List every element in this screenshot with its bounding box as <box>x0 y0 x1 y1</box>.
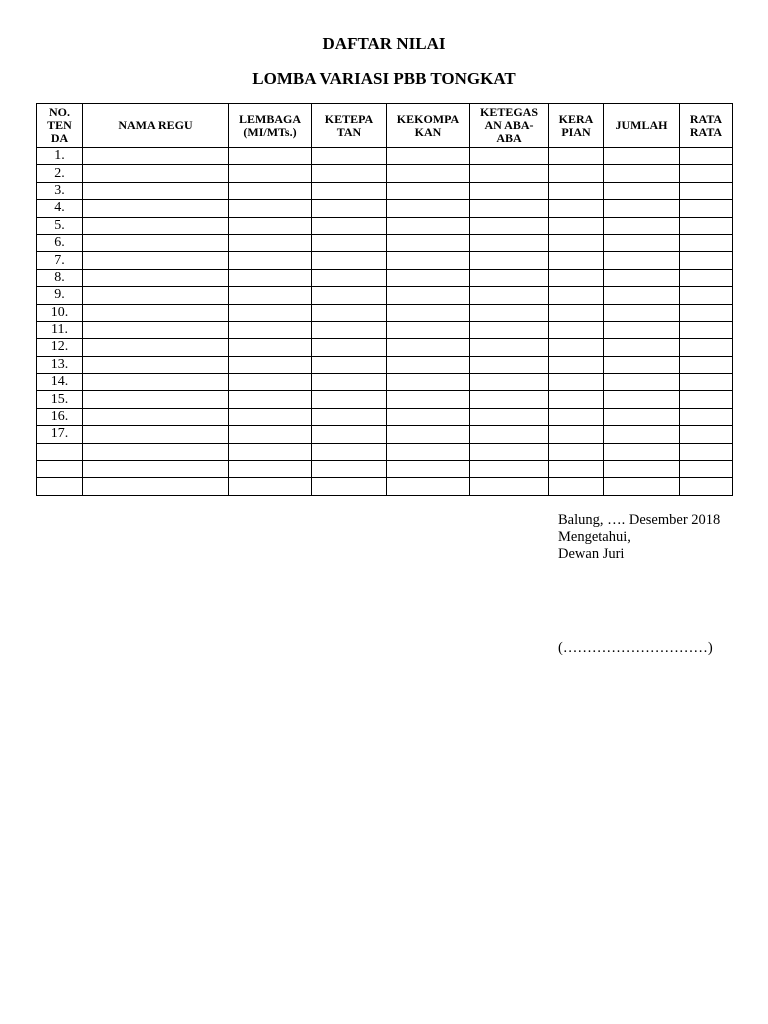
score-cell <box>83 287 229 304</box>
score-cell <box>604 374 680 391</box>
score-cell <box>312 234 387 251</box>
score-cell <box>604 269 680 286</box>
score-cell <box>604 426 680 443</box>
table-row <box>37 304 733 321</box>
table-row <box>37 408 733 425</box>
row-number-cell: 3. <box>37 182 83 199</box>
score-cell <box>387 391 470 408</box>
score-cell <box>229 339 312 356</box>
header-line: TEN <box>47 118 72 132</box>
header-line: NO. <box>49 105 70 119</box>
score-cell <box>549 426 604 443</box>
score-cell <box>312 200 387 217</box>
score-cell <box>387 426 470 443</box>
score-cell <box>83 165 229 182</box>
score-cell <box>229 269 312 286</box>
score-cell <box>312 217 387 234</box>
row-number-cell: 13. <box>37 356 83 373</box>
header-lembaga <box>229 104 312 148</box>
score-cell <box>549 217 604 234</box>
score-cell <box>549 374 604 391</box>
score-cell <box>470 165 549 182</box>
score-cell <box>470 287 549 304</box>
signature-name-line: (…………………………) <box>558 640 713 656</box>
score-cell <box>549 148 604 165</box>
score-cell <box>680 374 733 391</box>
score-cell <box>229 304 312 321</box>
score-cell <box>312 356 387 373</box>
document-title: DAFTAR NILAI <box>322 34 446 53</box>
score-cell <box>470 269 549 286</box>
score-cell <box>312 148 387 165</box>
score-cell <box>604 287 680 304</box>
score-cell <box>470 356 549 373</box>
header-line: KAN <box>414 124 442 139</box>
score-cell <box>83 356 229 373</box>
table-body <box>37 148 733 496</box>
score-cell <box>680 304 733 321</box>
score-cell <box>83 304 229 321</box>
score-cell <box>312 165 387 182</box>
score-cell <box>680 165 733 182</box>
row-number-cell <box>37 443 83 460</box>
score-cell <box>604 165 680 182</box>
score-cell <box>680 200 733 217</box>
header-line: JUMLAH <box>615 118 668 132</box>
score-cell <box>83 217 229 234</box>
score-cell <box>680 408 733 425</box>
score-cell <box>312 478 387 495</box>
score-cell <box>470 391 549 408</box>
header-line: RATA <box>689 124 723 139</box>
score-cell <box>680 182 733 199</box>
score-cell <box>470 148 549 165</box>
score-cell <box>604 339 680 356</box>
score-cell <box>680 234 733 251</box>
header-line: KEKOMPA <box>396 111 460 126</box>
row-number-cell: 5. <box>37 217 83 234</box>
header-kekompakan <box>387 104 470 148</box>
score-cell <box>387 478 470 495</box>
score-cell <box>312 269 387 286</box>
row-number-cell <box>37 461 83 478</box>
header-line: LEMBAGA <box>238 111 301 126</box>
place-date: Balung, …. Desember 2018 <box>558 512 721 528</box>
score-cell <box>549 339 604 356</box>
score-cell <box>549 182 604 199</box>
row-number-cell: 4. <box>37 200 83 217</box>
table-row <box>37 356 733 373</box>
row-number-cell: 1. <box>37 148 83 165</box>
row-number-cell: 7. <box>37 252 83 269</box>
score-cell <box>387 200 470 217</box>
score-cell <box>83 182 229 199</box>
score-cell <box>312 426 387 443</box>
score-cell <box>470 443 549 460</box>
header-line: DA <box>50 131 69 145</box>
header-jumlah <box>604 104 680 148</box>
score-cell <box>387 182 470 199</box>
score-cell <box>470 478 549 495</box>
row-number-cell: 12. <box>37 339 83 356</box>
score-cell <box>312 408 387 425</box>
score-cell <box>680 356 733 373</box>
table-row <box>37 234 733 251</box>
score-cell <box>229 478 312 495</box>
score-cell <box>680 217 733 234</box>
score-cell <box>604 391 680 408</box>
score-cell <box>229 182 312 199</box>
table-row <box>37 426 733 443</box>
header-line: KETEPA <box>324 111 374 126</box>
table-row <box>37 148 733 165</box>
table-row <box>37 478 733 495</box>
score-cell <box>387 443 470 460</box>
score-cell <box>229 287 312 304</box>
score-cell <box>387 287 470 304</box>
score-cell <box>604 252 680 269</box>
row-number-cell: 10. <box>37 304 83 321</box>
header-line: PIAN <box>561 124 591 139</box>
header-line: AN ABA- <box>484 118 534 132</box>
score-cell <box>604 443 680 460</box>
score-cell <box>229 148 312 165</box>
document-subtitle: LOMBA VARIASI PBB TONGKAT <box>252 69 516 88</box>
header-line: NAMA REGU <box>118 118 193 132</box>
table-row <box>37 287 733 304</box>
score-cell <box>387 339 470 356</box>
score-cell <box>387 269 470 286</box>
table-header-row <box>37 104 733 148</box>
row-number-cell: 14. <box>37 374 83 391</box>
score-cell <box>470 461 549 478</box>
score-cell <box>229 356 312 373</box>
score-cell <box>549 165 604 182</box>
score-cell <box>604 304 680 321</box>
score-cell <box>312 182 387 199</box>
score-cell <box>229 443 312 460</box>
score-cell <box>549 478 604 495</box>
score-cell <box>680 339 733 356</box>
score-cell <box>470 374 549 391</box>
score-cell <box>229 391 312 408</box>
score-cell <box>387 234 470 251</box>
score-cell <box>312 443 387 460</box>
score-cell <box>604 234 680 251</box>
signature-block <box>558 512 720 563</box>
table-row <box>37 217 733 234</box>
score-cell <box>387 321 470 338</box>
score-cell <box>229 408 312 425</box>
score-cell <box>83 374 229 391</box>
score-cell <box>680 287 733 304</box>
header-nama-regu <box>83 104 229 148</box>
table-row <box>37 443 733 460</box>
score-cell <box>83 234 229 251</box>
score-cell <box>83 408 229 425</box>
score-cell <box>312 391 387 408</box>
score-cell <box>312 339 387 356</box>
score-cell <box>549 287 604 304</box>
score-cell <box>549 321 604 338</box>
score-cell <box>470 426 549 443</box>
score-cell <box>604 461 680 478</box>
header-no-tenda <box>37 104 83 148</box>
score-cell <box>604 408 680 425</box>
score-cell <box>549 252 604 269</box>
table-row <box>37 391 733 408</box>
score-cell <box>387 408 470 425</box>
score-cell <box>680 461 733 478</box>
header-kerapian <box>549 104 604 148</box>
score-cell <box>229 252 312 269</box>
score-cell <box>229 426 312 443</box>
score-cell <box>229 200 312 217</box>
table-row <box>37 165 733 182</box>
score-cell <box>229 321 312 338</box>
score-cell <box>83 321 229 338</box>
score-cell <box>680 426 733 443</box>
score-cell <box>83 478 229 495</box>
score-cell <box>604 182 680 199</box>
header-ketepatan <box>312 104 387 148</box>
row-number-cell: 6. <box>37 234 83 251</box>
score-cell <box>387 356 470 373</box>
score-cell <box>549 408 604 425</box>
score-cell <box>680 148 733 165</box>
score-cell <box>229 165 312 182</box>
header-ketegasan-aba-aba <box>470 104 549 148</box>
score-cell <box>83 426 229 443</box>
score-cell <box>604 217 680 234</box>
jury-role: Dewan Juri <box>558 546 625 562</box>
score-cell <box>229 374 312 391</box>
header-line: ABA <box>496 131 522 145</box>
score-cell <box>549 269 604 286</box>
score-cell <box>470 252 549 269</box>
header-line: KERA <box>558 111 594 126</box>
score-cell <box>387 252 470 269</box>
score-cell <box>83 148 229 165</box>
score-cell <box>549 356 604 373</box>
acknowledge-text: Mengetahui, <box>558 529 631 545</box>
score-cell <box>387 165 470 182</box>
table-row <box>37 339 733 356</box>
score-cell <box>549 443 604 460</box>
score-cell <box>470 339 549 356</box>
score-cell <box>549 234 604 251</box>
row-number-cell: 15. <box>37 391 83 408</box>
score-table <box>36 103 733 496</box>
table-row <box>37 461 733 478</box>
score-cell <box>229 461 312 478</box>
score-cell <box>83 200 229 217</box>
score-cell <box>470 234 549 251</box>
score-cell <box>83 443 229 460</box>
score-cell <box>604 478 680 495</box>
score-cell <box>387 304 470 321</box>
header-rata-rata <box>680 104 733 148</box>
score-cell <box>680 269 733 286</box>
score-cell <box>312 252 387 269</box>
row-number-cell: 9. <box>37 287 83 304</box>
score-cell <box>312 461 387 478</box>
row-number-cell: 8. <box>37 269 83 286</box>
score-cell <box>83 461 229 478</box>
score-cell <box>680 391 733 408</box>
score-cell <box>549 200 604 217</box>
score-cell <box>680 478 733 495</box>
score-cell <box>680 252 733 269</box>
table-row <box>37 200 733 217</box>
score-cell <box>83 391 229 408</box>
table-row <box>37 182 733 199</box>
score-cell <box>387 374 470 391</box>
row-number-cell: 16. <box>37 408 83 425</box>
score-cell <box>470 304 549 321</box>
score-cell <box>229 217 312 234</box>
row-number-cell: 11. <box>37 321 83 338</box>
score-cell <box>312 304 387 321</box>
score-cell <box>470 200 549 217</box>
score-cell <box>312 374 387 391</box>
score-cell <box>680 321 733 338</box>
row-number-cell: 17. <box>37 426 83 443</box>
score-cell <box>229 234 312 251</box>
score-cell <box>387 461 470 478</box>
score-cell <box>604 200 680 217</box>
table-row <box>37 321 733 338</box>
header-line: TAN <box>336 124 362 139</box>
header-line: (MI/MTs.) <box>243 124 297 139</box>
score-cell <box>312 287 387 304</box>
score-cell <box>470 182 549 199</box>
row-number-cell <box>37 478 83 495</box>
score-cell <box>470 321 549 338</box>
score-cell <box>312 321 387 338</box>
score-cell <box>387 217 470 234</box>
score-cell <box>549 461 604 478</box>
score-cell <box>470 217 549 234</box>
table-row <box>37 252 733 269</box>
score-cell <box>604 356 680 373</box>
row-number-cell: 2. <box>37 165 83 182</box>
score-cell <box>549 304 604 321</box>
score-cell <box>604 148 680 165</box>
header-line: KETEGAS <box>479 105 539 119</box>
header-line: RATA <box>689 111 723 126</box>
score-cell <box>83 252 229 269</box>
score-cell <box>470 408 549 425</box>
score-cell <box>549 391 604 408</box>
score-cell <box>604 321 680 338</box>
table-row <box>37 269 733 286</box>
score-cell <box>83 269 229 286</box>
score-cell <box>387 148 470 165</box>
score-cell <box>680 443 733 460</box>
score-cell <box>83 339 229 356</box>
table-row <box>37 374 733 391</box>
